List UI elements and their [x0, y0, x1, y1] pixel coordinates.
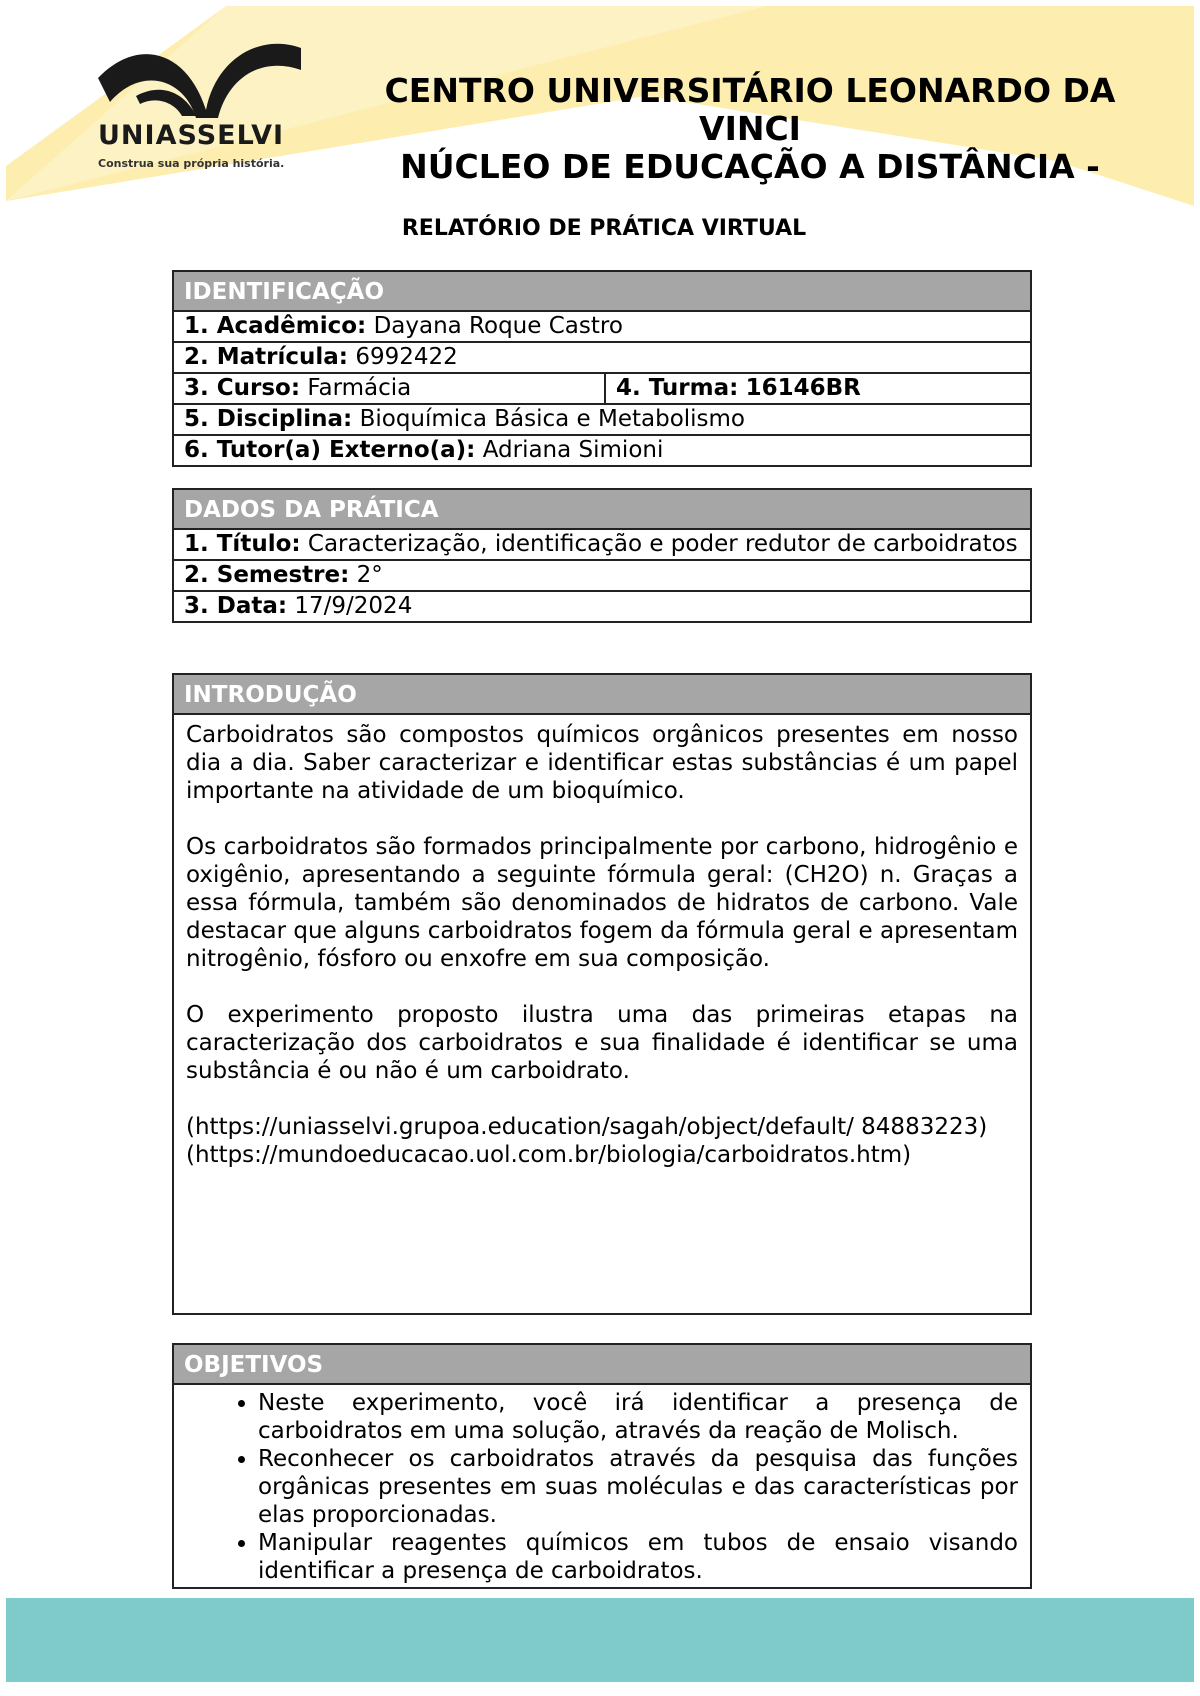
objetivos-section [172, 1343, 1032, 1589]
tutor-value: Adriana Simioni [482, 437, 664, 463]
reference: (https://mundoeducacao.uol.com.br/biologia/carboidratos.htm) [186, 1142, 912, 1168]
teal-footer-band [6, 1598, 1194, 1682]
semestre-value: 2° [356, 562, 383, 588]
field-label: 3. Data: [184, 593, 288, 619]
field-label: 2. Semestre: [184, 562, 350, 588]
field-label: 5. Disciplina: [184, 406, 353, 432]
identificacao-table [172, 270, 1032, 467]
list-item: • Manipular reagentes químicos em tubos de ensaio visando identificar a presença de carboidratos. [258, 1529, 1018, 1585]
section-heading: DADOS DA PRÁTICA [174, 490, 1030, 530]
field-label: 1. Acadêmico: [184, 313, 367, 339]
disciplina-row [174, 405, 1030, 436]
list-item: • Reconhecer os carboidratos através da pesquisa das funções orgânicas presentes em suas moléculas e das características por elas proporcionadas. [258, 1445, 1018, 1529]
section-heading: IDENTIFICAÇÃO [174, 272, 1030, 312]
curso-turma-row [174, 374, 1030, 405]
disciplina-value: Bioquímica Básica e Metabolismo [359, 406, 746, 432]
field-label: 1. Título: [184, 531, 301, 557]
institution-header [380, 72, 1120, 186]
matricula-value: 6992422 [355, 344, 458, 370]
reference: (https://uniasselvi.grupoa.education/sagah/object/default/ 84883223) [186, 1114, 988, 1140]
objetivos-list [174, 1389, 1030, 1585]
data-value: 17/9/2024 [294, 593, 413, 619]
dados-pratica-table [172, 488, 1032, 623]
academico-value: Dayana Roque Castro [373, 313, 623, 339]
list-item: • Neste experimento, você irá identificar a presença de carboidratos em uma solução, através da reação de Molisch. [258, 1389, 1018, 1445]
logo-tagline: Construa sua própria história. [98, 157, 285, 170]
logo-name: UNIASSELVI [98, 120, 285, 151]
report-title: RELATÓRIO DE PRÁTICA VIRTUAL [401, 216, 807, 241]
curso-value: Farmácia [307, 375, 412, 401]
curso-cell [174, 374, 606, 403]
academico-row [174, 312, 1030, 343]
paragraph: Carboidratos são compostos químicos orgânicos presentes em nosso dia a dia. Saber caracterizar e identificar estas substâncias é um papel importante na atividade de um bioquímico. [186, 722, 1018, 804]
field-label: 2. Matrícula: [184, 344, 348, 370]
titulo-value: Caracterização, identificação e poder redutor de carboidratos [307, 531, 1018, 557]
field-label: 4. Turma: [616, 375, 739, 401]
semestre-row [174, 561, 1030, 592]
tutor-row [174, 436, 1030, 465]
introducao-body [174, 715, 1030, 1175]
institution-unit: NÚCLEO DE EDUCAÇÃO A DISTÂNCIA - [400, 147, 1100, 186]
turma-value: 16146BR [745, 375, 861, 401]
matricula-row [174, 343, 1030, 374]
section-heading: INTRODUÇÃO [174, 675, 1030, 715]
turma-cell [606, 374, 871, 403]
introducao-section [172, 673, 1032, 1315]
field-label: 3. Curso: [184, 375, 301, 401]
institution-name: CENTRO UNIVERSITÁRIO LEONARDO DA VINCI [384, 71, 1116, 148]
data-row [174, 592, 1030, 621]
paragraph: O experimento proposto ilustra uma das primeiras etapas na caracterização dos carboidratos e sua finalidade é identificar se uma substância é ou não é um carboidrato. [186, 1002, 1018, 1084]
paragraph: Os carboidratos são formados principalmente por carbono, hidrogênio e oxigênio, apresentando a seguinte fórmula geral: (CH2O) n. Graças a essa fórmula, também são denominados de hidratos de carbono. Vale destacar que alguns carboidratos fogem da fórmula geral e apresentam nitrogênio, fósforo ou enxofre em sua composição. [186, 834, 1018, 972]
titulo-row [174, 530, 1030, 561]
field-label: 6. Tutor(a) Externo(a): [184, 437, 476, 463]
section-heading: OBJETIVOS [174, 1345, 1030, 1385]
